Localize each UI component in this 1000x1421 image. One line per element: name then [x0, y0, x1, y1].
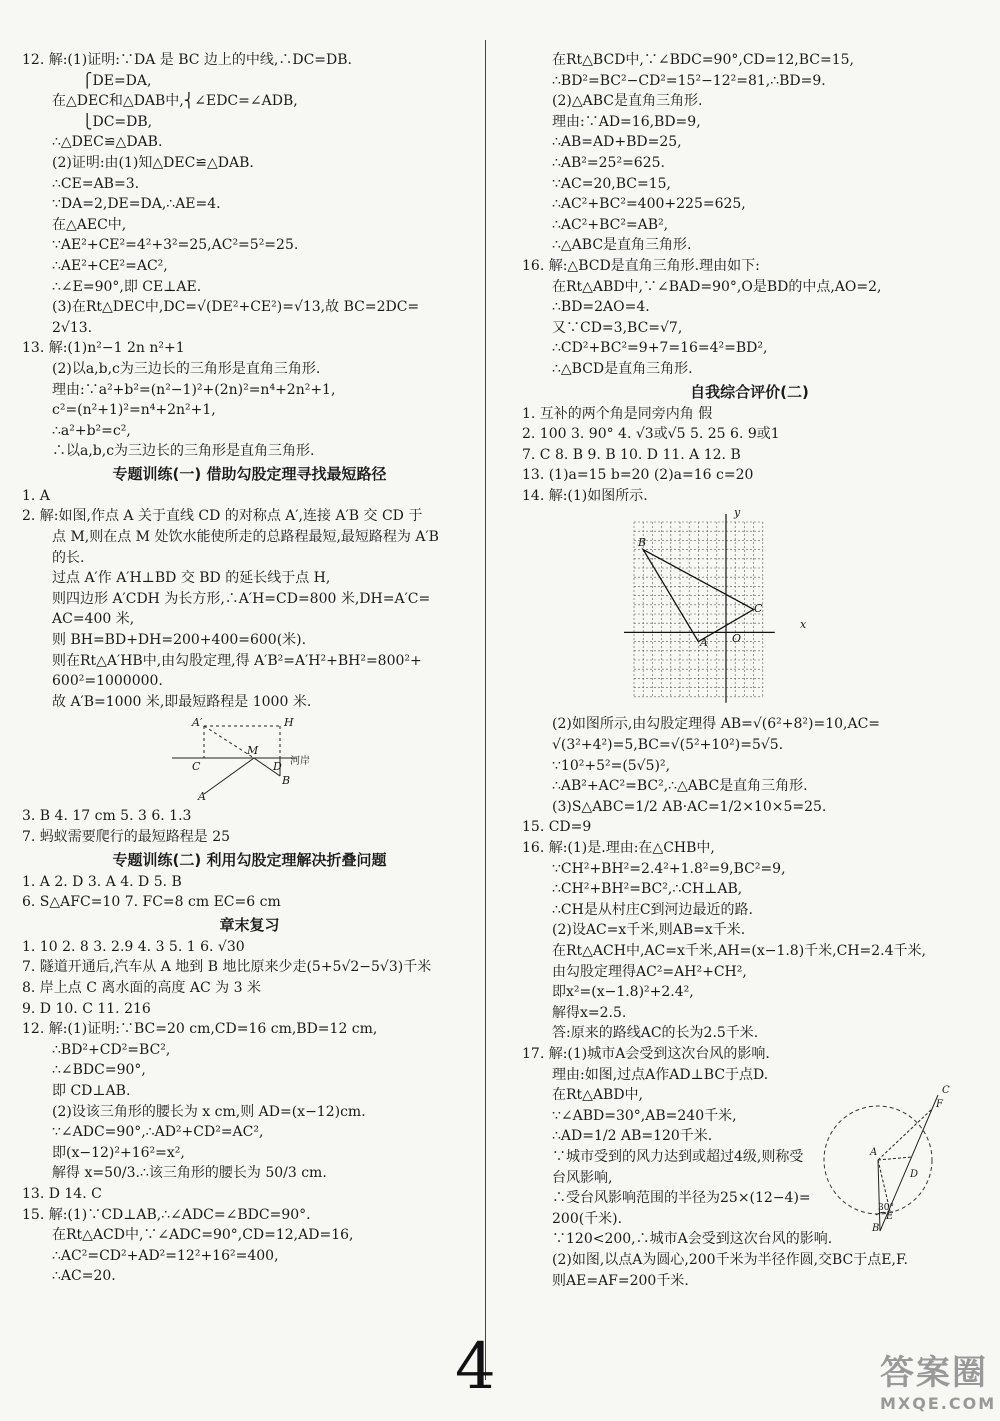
text-line: 3. B 4. 17 cm 5. 3 6. 1.3 — [22, 808, 192, 825]
label-a-prime: A′ — [192, 716, 203, 730]
fig3-label-d: D — [910, 1169, 919, 1180]
text-line: ∴AC²+BC²=400+225=625, — [552, 196, 746, 213]
text-line: ∴∠E=90°,即 CE⊥AE. — [52, 278, 202, 295]
text-line: 13. (1)a=15 b=20 (2)a=16 c=20 — [522, 467, 754, 484]
text-line: 600²=1000000. — [52, 673, 163, 690]
watermark-logo-text: 答案圈 — [880, 1353, 988, 1393]
text-line: (2)△ABC是直角三角形. — [552, 93, 703, 110]
text-line: 2. 解:如图,作点 A 关于直线 CD 的对称点 A′,连接 A′B 交 CD 于 — [22, 508, 423, 525]
text-line: (3)在Rt△DEC中,DC=√(DE²+CE²)=√13,故 BC=2DC= — [52, 299, 420, 316]
text-line: (2)如图,以点A为圆心,200千米为半径作圆,交BC于点E,F. — [552, 1251, 908, 1268]
watermark-url: MXQE.COM — [880, 1394, 997, 1413]
text-line: ∴CH²+BH²=BC²,∴CH⊥AB, — [552, 881, 743, 898]
label-b: B — [282, 774, 291, 788]
axis-label-y: y — [734, 506, 741, 520]
text-line: ∴CE=AB=3. — [52, 175, 140, 192]
text-line: 12. 解:(1)证明:∵DA 是 BC 边上的中线,∴DC=DB. — [22, 52, 353, 68]
text-line: 12. 解:(1)证明:∵BC=20 cm,CD=16 cm,BD=12 cm, — [22, 1021, 378, 1038]
label-c: C — [192, 760, 201, 774]
text-line: 在△AEC中, — [52, 216, 127, 233]
label-origin: O — [732, 632, 742, 646]
watermark — [880, 1345, 996, 1413]
text-line: ∴以a,b,c为三边长的三角形是直角三角形. — [52, 443, 315, 460]
text-line: ∵CH²+BH²=2.4²+1.8²=9,BC²=9, — [552, 860, 786, 877]
text-line: 又∵CD=3,BC=√7, — [552, 319, 683, 336]
text-line: ∴△DEC≌△DAB. — [52, 134, 163, 151]
text-line: 1. 互补的两个角是同旁内角 假 — [522, 405, 713, 422]
text-line: 在Rt△ACD中,∵∠ADC=90°,CD=12,AD=16, — [52, 1227, 354, 1244]
text-line: ∵∠ABD=30°,AB=240千米, — [552, 1107, 737, 1124]
text-line: ⎧DE=DA, — [82, 72, 152, 89]
text-line: ∴AE²+CE²=AC², — [52, 257, 168, 274]
text-line: ∴AD=1/2 AB=120千米. — [552, 1128, 713, 1145]
text-line: ∴AB²=25²=625. — [552, 154, 665, 171]
text-line: 则AE=AF=200千米. — [552, 1272, 689, 1289]
text-line: (2)证明:由(1)知△DEC≌△DAB. — [52, 154, 254, 171]
text-line: (3)S△ABC=1/2 AB·AC=1/2×10×5=25. — [552, 798, 827, 815]
text-line: 1. A 2. D 3. A 4. D 5. B — [22, 873, 182, 890]
text-line: 16. 解:(1)是.理由:在△CHB中, — [522, 840, 715, 857]
text-line: ∵10²+5²=(5√5)², — [552, 757, 671, 774]
text-line: 7. C 8. B 9. B 10. D 11. A 12. B — [522, 446, 741, 463]
text-line: ∵城市受到的风力达到或超过4级,则称受 — [552, 1148, 804, 1165]
label-a: A — [198, 790, 206, 804]
text-line: 1. A — [22, 487, 50, 504]
text-line: 则四边形 A′CDH 为长方形,∴A′H=CD=800 米,DH=A′C= — [52, 590, 431, 607]
text-line: ∴CH是从村庄C到河边最近的路. — [552, 901, 753, 918]
text-line: ∴AC²+BC²=AB², — [552, 216, 669, 233]
point-b-label: B — [638, 536, 647, 550]
section-heading: 章末复习 — [219, 915, 280, 934]
text-line: 点 M,则在点 M 处饮水能使所走的总路程最短,最短路程为 A′B — [52, 529, 439, 546]
text-line: ∴AB=AD+BD=25, — [552, 134, 682, 151]
text-line: 在Rt△ACH中,AC=x千米,AH=(x−1.8)千米,CH=2.4千米, — [552, 943, 926, 959]
text-line: 由勾股定理得AC²=AH²+CH², — [552, 963, 747, 980]
text-line: ∴BD=2AO=4. — [552, 299, 650, 316]
text-line: ∴AC²=CD²+AD²=12²+16²=400, — [52, 1247, 279, 1264]
text-line: ∴△ABC是直角三角形. — [552, 237, 692, 254]
point-c-label: C — [754, 602, 763, 616]
text-line: (2)设该三角形的腰长为 x cm,则 AD=(x−12)cm. — [52, 1103, 366, 1120]
text-line: 解得x=2.5. — [552, 1004, 627, 1021]
text-line: 即 CD⊥AB. — [52, 1082, 131, 1099]
text-line: 则 BH=BD+DH=200+400=600(米). — [52, 632, 307, 649]
text-line: ∴CD²+BC²=9+7=16=4²=BD², — [552, 340, 768, 357]
text-line: 即(x−12)²+16²=x², — [52, 1144, 185, 1161]
text-line: 7. 隧道开通后,汽车从 A 地到 B 地比原来少走(5+5√2−5√3)千米 — [22, 959, 432, 976]
fig3-label-b: B — [872, 1223, 880, 1234]
fig3-label-c: C — [942, 1085, 950, 1096]
text-line: ∵120<200,∴城市A会受到这次台风的影响. — [552, 1231, 833, 1248]
text-line: 理由:∵a²+b²=(n²−1)²+(2n)²=n⁴+2n²+1, — [52, 381, 336, 398]
text-line: 15. CD=9 — [522, 819, 592, 836]
text-line: ∴AC=20. — [52, 1268, 116, 1285]
fig3-label-angle: 30° — [878, 1203, 894, 1213]
text-line: AC=400 米, — [52, 611, 135, 628]
text-line: 理由:如图,过点A作AD⊥BC于点D. — [552, 1066, 769, 1083]
text-line: ∵DA=2,DE=DA,∴AE=4. — [52, 196, 221, 213]
text-line: ∴BD²=BC²−CD²=15²−12²=81,∴BD=9. — [552, 72, 826, 89]
fig3-label-f: F — [936, 1099, 943, 1110]
text-line: 13. 解:(1)n²−1 2n n²+1 — [22, 340, 185, 357]
left-column — [22, 50, 477, 1287]
text-line: 的长. — [52, 549, 85, 566]
fig3-label-a: A — [870, 1147, 878, 1158]
text-line: ∴△BCD是直角三角形. — [552, 360, 693, 377]
fig3-label-e: E — [886, 1211, 894, 1222]
label-d: D — [273, 760, 282, 774]
coordinate-grid-figure — [522, 506, 977, 710]
text-line: 200(千米). — [552, 1210, 623, 1227]
text-line: 1. 10 2. 8 3. 2.9 4. 3 5. 1 6. √30 — [22, 938, 245, 955]
text-line: (2)设AC=x千米,则AB=x千米. — [552, 922, 746, 939]
text-line: 15. 解:(1)∵CD⊥AB,∴∠ADC=∠BDC=90°. — [22, 1206, 311, 1223]
text-line: 8. 岸上点 C 离水面的高度 AC 为 3 米 — [22, 979, 261, 996]
text-line: ∵AC=20,BC=15, — [552, 175, 671, 192]
shortest-path-figure — [22, 716, 477, 802]
text-line: ∵∠ADC=90°,∴AD²+CD²=AC², — [52, 1124, 264, 1141]
text-line: 在Rt△ABD中,∵∠BAD=90°,O是BD的中点,AO=2, — [552, 278, 882, 295]
text-line: (2)如图所示,由勾股定理得 AB=√(6²+8²)=10,AC= — [552, 716, 881, 733]
text-line: 即x²=(x−1.8)²+2.4², — [552, 984, 694, 1001]
text-line: 17. 解:(1)城市A会受到这次台风的影响. — [522, 1045, 770, 1062]
text-line: ⎩DC=DB, — [82, 113, 153, 130]
text-line: (2)以a,b,c为三边长的三角形是直角三角形. — [52, 360, 321, 377]
label-m: M — [247, 744, 259, 758]
text-line: ∴AB²+AC²=BC²,∴△ABC是直角三角形. — [552, 778, 808, 795]
text-line: ∵AE²+CE²=4²+3²=25,AC²=5²=25. — [52, 237, 299, 254]
text-line: 2√13. — [52, 319, 93, 336]
text-line: 14. 解:(1)如图所示. — [522, 487, 648, 504]
text-line: √(3²+4²)=5,BC=√(5²+10²)=5√5. — [552, 737, 784, 754]
text-line: 则在Rt△A′HB中,由勾股定理,得 A′B²=A′H²+BH²=800²+ — [52, 652, 422, 669]
text-line: 过点 A′作 A′H⊥BD 交 BD 的延长线于点 H, — [52, 570, 331, 587]
text-line: 解得 x=50/3.∴该三角形的腰长为 50/3 cm. — [52, 1165, 327, 1182]
axis-label-x: x — [800, 618, 807, 632]
section-heading: 专题训练(一) 借助勾股定理寻找最短路径 — [112, 464, 387, 483]
text-line: 答:原来的路线AC的长为2.5千米. — [552, 1025, 759, 1042]
label-h: H — [284, 716, 294, 730]
section-heading: 专题训练(二) 利用勾股定理解决折叠问题 — [112, 850, 387, 869]
text-line: ∴∠BDC=90°, — [52, 1062, 146, 1079]
text-line: ∴a²+b²=c², — [52, 422, 131, 439]
point-a-label: A — [700, 636, 708, 650]
text-line: 16. 解:△BCD是直角三角形.理由如下: — [522, 257, 760, 274]
text-line: ∴BD²+CD²=BC², — [52, 1041, 171, 1058]
typhoon-figure — [820, 1085, 960, 1235]
text-line: 故 A′B=1000 米,即最短路程是 1000 米. — [52, 693, 312, 710]
text-line: 6. S△AFC=10 7. FC=8 cm EC=6 cm — [22, 894, 281, 911]
text-line: 理由:∵AD=16,BD=9, — [552, 113, 701, 130]
text-line: 7. 蚂蚁需要爬行的最短路程是 25 — [22, 829, 231, 845]
label-river: 河岸 — [290, 756, 310, 768]
text-line: 2. 100 3. 90° 4. √3或√5 5. 25 6. 9或1 — [522, 426, 780, 443]
column-divider — [485, 40, 486, 1380]
text-line: 在Rt△ABD中, — [552, 1087, 644, 1104]
section-heading: 自我综合评价(二) — [690, 382, 809, 401]
text-line: c²=(n²+1)²=n⁴+2n²+1, — [52, 402, 216, 419]
page-number: 4 — [455, 1330, 496, 1404]
text-line: 13. D 14. C — [22, 1185, 102, 1202]
text-line: 台风影响, — [552, 1169, 613, 1186]
text-line: 在△DEC和△DAB中,⎨∠EDC=∠ADB, — [52, 93, 298, 110]
text-line: 9. D 10. C 11. 216 — [22, 1000, 151, 1017]
text-line: ∴受台风影响范围的半径为25×(12−4)= — [552, 1190, 811, 1207]
text-line: 在Rt△BCD中,∵∠BDC=90°,CD=12,BC=15, — [552, 52, 855, 68]
